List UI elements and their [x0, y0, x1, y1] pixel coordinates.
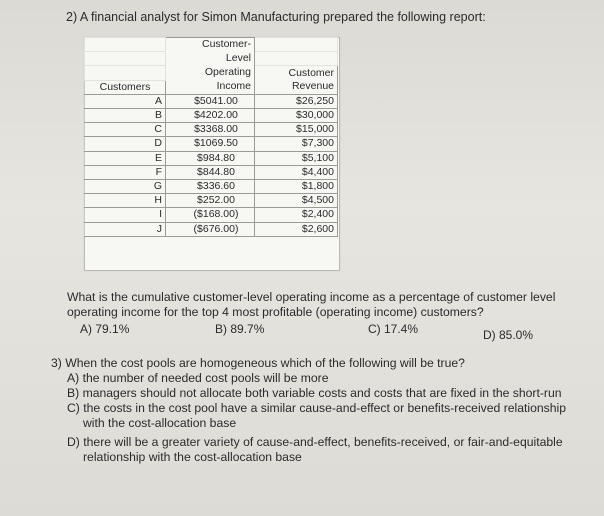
income-header-line4: Income	[166, 80, 255, 94]
income-cell: $252.00	[197, 194, 235, 207]
customer-cell: H	[85, 194, 166, 208]
revenue-cell: $15,000	[255, 123, 338, 137]
customers-header: Customers	[85, 80, 166, 94]
prompt-line: What is the cumulative customer-level operating income as a percentage of customer level	[67, 290, 556, 304]
table-row	[85, 179, 338, 193]
option-b[interactable]: B) managers should not allocate both variable costs and costs that are fixed in the short-run	[67, 386, 562, 400]
income-header-line1: Customer-	[166, 38, 255, 52]
table-row	[85, 123, 338, 137]
income-cell: $1069.50	[194, 137, 238, 150]
income-header-line3: Operating	[166, 66, 255, 80]
prompt-line: operating income for the top 4 most profitable (operating income) customers?	[67, 305, 484, 319]
income-cell: $3368.00	[194, 123, 238, 136]
revenue-cell: $2,600	[255, 222, 338, 236]
income-cell: ($676.00)	[193, 222, 239, 235]
revenue-cell: $4,400	[255, 165, 338, 179]
option-c-continued: with the cost-allocation base	[83, 416, 237, 430]
revenue-cell: $2,400	[255, 208, 338, 222]
income-cell: $844.80	[197, 165, 235, 178]
customer-cell: F	[85, 165, 166, 179]
option-a[interactable]: A) the number of needed cost pools will be more	[67, 371, 329, 385]
income-cell: ($168.00)	[193, 208, 239, 221]
table-row	[85, 151, 338, 165]
table-row	[85, 165, 338, 179]
table-row	[85, 94, 338, 108]
customer-cell: D	[85, 137, 166, 151]
revenue-cell: $4,500	[255, 194, 338, 208]
table-row	[85, 208, 338, 222]
revenue-cell: $5,100	[255, 151, 338, 165]
income-cell: $336.60	[197, 179, 235, 192]
revenue-header-line1: Customer	[255, 66, 338, 80]
question-2-prompt	[67, 290, 587, 320]
customer-cell: B	[85, 108, 166, 122]
revenue-header-line2: Revenue	[255, 80, 338, 94]
revenue-cell: $26,250	[255, 94, 338, 108]
customer-cell: E	[85, 151, 166, 165]
income-header-line2: Level	[166, 52, 255, 66]
option-c[interactable]: C) 17.4%	[368, 322, 419, 336]
option-a[interactable]: A) 79.1%	[80, 322, 130, 336]
customer-cell: A	[85, 94, 166, 108]
table-row	[85, 194, 338, 208]
table-row	[85, 222, 338, 236]
customer-cell: C	[85, 123, 166, 137]
option-b[interactable]: B) 89.7%	[215, 322, 265, 336]
table-row	[85, 137, 338, 151]
revenue-cell: $30,000	[255, 108, 338, 122]
customer-cell: G	[85, 179, 166, 193]
table-row	[85, 108, 338, 122]
customer-report-table	[84, 37, 338, 237]
income-cell: $5041.00	[194, 94, 238, 107]
customer-cell: I	[85, 208, 166, 222]
option-c[interactable]: C) the costs in the cost pool have a similar cause-and-effect or benefits-received relationship	[67, 401, 567, 415]
question-2-title: 2) A financial analyst for Simon Manufacturing prepared the following report:	[66, 10, 486, 24]
option-d[interactable]: D) there will be a greater variety of cause-and-effect, benefits-received, or fair-and-equitable	[67, 435, 563, 449]
option-d-continued: relationship with the cost-allocation base	[83, 450, 302, 464]
revenue-cell: $7,300	[255, 137, 338, 151]
customer-cell: J	[85, 222, 166, 236]
option-d[interactable]: D) 85.0%	[483, 328, 534, 342]
income-cell: $984.80	[197, 151, 235, 164]
revenue-cell: $1,800	[255, 179, 338, 193]
question-3-prompt: 3) When the cost pools are homogeneous which of the following will be true?	[51, 356, 465, 370]
income-cell: $4202.00	[194, 108, 238, 121]
question-3	[51, 356, 591, 465]
